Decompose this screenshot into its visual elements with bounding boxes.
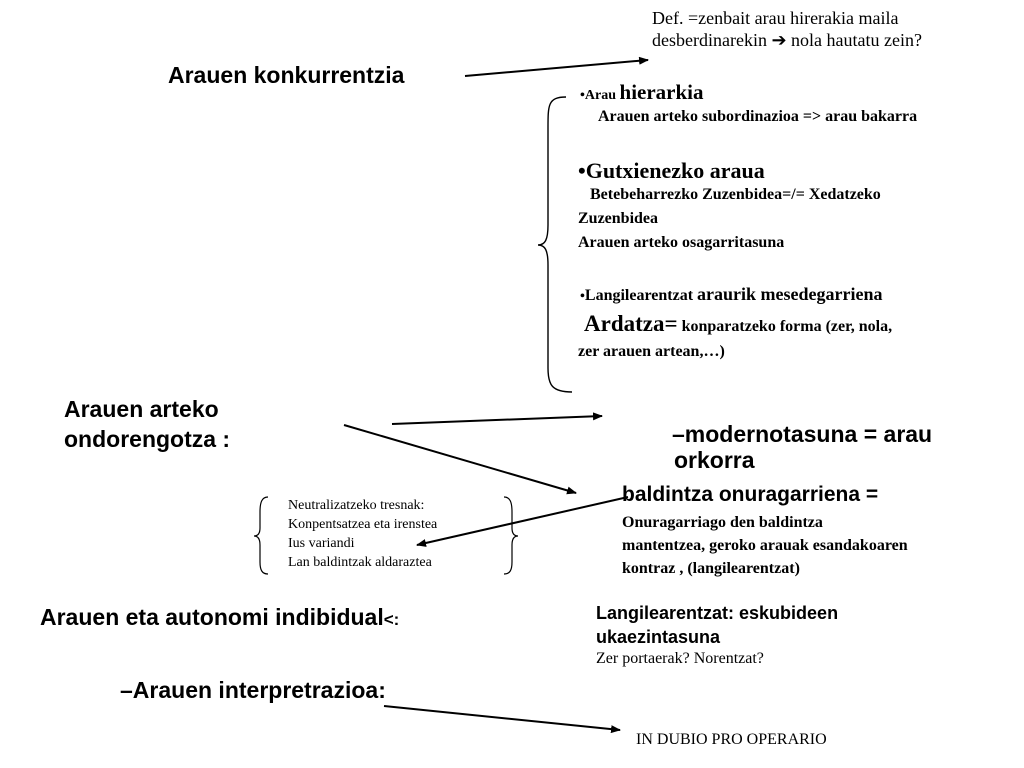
- definition-line2-text: desberdinarekin: [652, 30, 767, 50]
- bullet-icon: •: [580, 88, 585, 103]
- brace-criteria: [538, 97, 572, 392]
- condition-line3: kontraz , (langilearentzat): [622, 560, 800, 577]
- neutralization-line3: Ius variandi: [288, 536, 355, 551]
- criteria-item-favorable: [580, 284, 883, 305]
- succession-line1: Arauen arteko: [64, 396, 219, 422]
- criteria-item1-big: hierarkia: [619, 80, 704, 104]
- criteria-item3-axis-big: Ardatza=: [584, 311, 678, 336]
- autonomy-suffix: <:: [383, 610, 400, 629]
- succession-line2: ondorengotza :: [64, 426, 231, 452]
- succession-heading: [64, 394, 230, 454]
- bullet-icon: •: [580, 289, 585, 304]
- brace-neutralization-right: [504, 497, 518, 574]
- definition-line2: [652, 29, 922, 51]
- rights-line3: Zer portaerak? Norentzat?: [596, 650, 764, 667]
- autonomy-title: Arauen eta autonomi indibidual: [40, 604, 384, 630]
- modernity-block: [672, 421, 932, 473]
- modernity-line2: orkorra: [674, 447, 755, 473]
- criteria-item3-axis-line2: zer arauen artean,…): [578, 343, 725, 360]
- criteria-item2-sub3: Arauen arteko osagarritasuna: [578, 234, 785, 251]
- criteria-item3-small: Langilearentzat: [584, 287, 698, 304]
- criteria-item3-axis: [584, 311, 892, 337]
- criteria-item-hierarchy: [580, 80, 704, 105]
- criteria-item3-axis-rest: konparatzeko forma (zer, nola,: [677, 318, 893, 335]
- arrow-succession-to-modernity: [392, 416, 602, 424]
- interpretation-heading: –Arauen interpretrazioa:: [120, 677, 386, 703]
- criteria-item2-big: Gutxienezko araua: [585, 158, 765, 183]
- condition-line2: mantentzea, geroko arauak esandakoaren: [622, 537, 908, 554]
- neutralization-line4: Lan baldintzak aldaraztea: [288, 555, 432, 570]
- rights-line1: Langilearentzat: eskubideen: [596, 603, 839, 623]
- neutralization-line2: Konpentsatzea eta irenstea: [288, 517, 438, 532]
- rights-block: [596, 601, 838, 669]
- neutralization-list: [288, 496, 437, 572]
- definition-block: [652, 7, 922, 51]
- brace-neutralization-left: [254, 497, 268, 574]
- criteria-item2-sub2: Zuzenbidea: [578, 210, 659, 227]
- arrow-interpretation-to-indubio: [384, 706, 620, 730]
- autonomy-heading: [40, 604, 399, 631]
- bullet-icon: •: [578, 158, 586, 183]
- definition-line2-rest: nola hautatu zein?: [791, 30, 922, 50]
- modernity-line1: –modernotasuna = arau: [672, 421, 933, 447]
- in-dubio-label: IN DUBIO PRO OPERARIO: [636, 731, 827, 748]
- arrow-condition-to-neutralization: [417, 497, 628, 545]
- definition-line1: Def. =zenbait arau hirerakia maila: [652, 8, 899, 28]
- criteria-item1-sub: Arauen arteko subordinazioa => arau bakarra: [598, 108, 918, 125]
- condition-title: baldintza onuragarriena =: [622, 483, 879, 506]
- criteria-item2-sub1: Betebeharrezko Zuzenbidea=/= Xedatzeko: [590, 186, 881, 203]
- concurrence-heading: Arauen konkurrentzia: [168, 62, 405, 88]
- rights-line2: ukaezintasuna: [596, 627, 721, 647]
- criteria-item3-big: araurik mesedegarriena: [697, 284, 883, 304]
- neutralization-line1: Neutralizatzeko tresnak:: [288, 498, 425, 513]
- condition-line1: Onuragarriago den baldintza: [622, 514, 823, 531]
- condition-body: [622, 511, 908, 580]
- arrow-succession-to-condition: [344, 425, 576, 493]
- arrow-concurrence-to-definition: [465, 60, 648, 76]
- arrow-right-icon: ➔: [771, 30, 787, 50]
- criteria-item-minimum: [578, 158, 765, 184]
- criteria-item1-small: Arau: [584, 88, 620, 103]
